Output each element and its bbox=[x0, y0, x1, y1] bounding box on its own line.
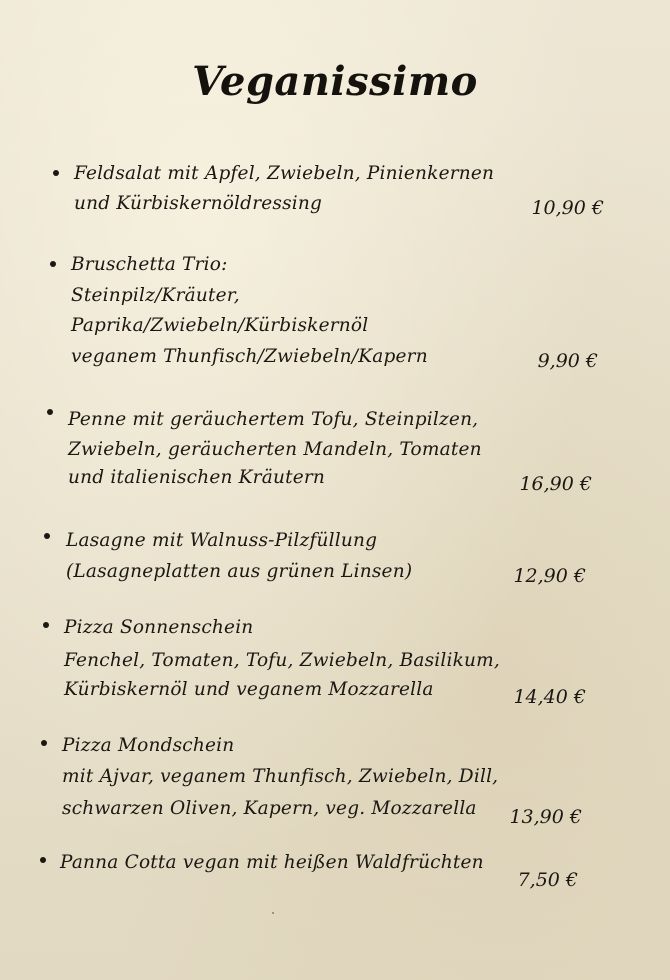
item-line: Zwiebeln, geräucherten Mandeln, Tomaten bbox=[68, 439, 482, 460]
menu-title: Veganissimo bbox=[192, 58, 478, 105]
item-line: Pizza Sonnenschein bbox=[64, 617, 254, 638]
item-line: Fenchel, Tomaten, Tofu, Zwiebeln, Basilikum, bbox=[64, 650, 500, 671]
item-price: 14,40 € bbox=[513, 686, 586, 708]
item-line: Kürbiskernöl und veganem Mozzarella bbox=[64, 679, 434, 700]
item-line: veganem Thunfisch/Zwiebeln/Kapern bbox=[71, 346, 428, 367]
item-line: Pizza Mondschein bbox=[62, 735, 235, 756]
item-line: und Kürbiskernöldressing bbox=[74, 193, 323, 214]
item-line: Bruschetta Trio: bbox=[71, 254, 228, 275]
item-line: schwarzen Oliven, Kapern, veg. Mozzarella bbox=[62, 798, 477, 819]
item-line: Lasagne mit Walnuss-Pilzfüllung bbox=[66, 530, 378, 551]
item-price: 12,90 € bbox=[513, 565, 586, 587]
item-price: 9,90 € bbox=[537, 350, 598, 372]
item-price: 7,50 € bbox=[517, 869, 578, 891]
item-price: 13,90 € bbox=[509, 806, 582, 828]
item-line: und italienischen Kräutern bbox=[68, 467, 326, 488]
item-line: Paprika/Zwiebeln/Kürbiskernöl bbox=[71, 315, 369, 336]
bullet-icon bbox=[41, 740, 47, 746]
bullet-icon bbox=[47, 409, 53, 415]
item-line: Feldsalat mit Apfel, Zwiebeln, Pinienkernen bbox=[74, 163, 495, 184]
item-price: 16,90 € bbox=[519, 473, 592, 495]
bullet-icon bbox=[44, 533, 50, 539]
bullet-icon bbox=[43, 622, 49, 628]
item-line: mit Ajvar, veganem Thunfisch, Zwiebeln, Dill, bbox=[62, 766, 499, 787]
bullet-icon bbox=[40, 857, 46, 863]
item-line: Penne mit geräuchertem Tofu, Steinpilzen, bbox=[68, 409, 479, 430]
bullet-icon bbox=[53, 170, 59, 176]
paper-speck bbox=[272, 912, 274, 914]
item-line: (Lasagneplatten aus grünen Linsen) bbox=[66, 561, 413, 582]
item-price: 10,90 € bbox=[531, 197, 604, 219]
bullet-icon bbox=[50, 261, 56, 267]
item-line: Panna Cotta vegan mit heißen Waldfrüchten bbox=[60, 852, 484, 873]
item-line: Steinpilz/Kräuter, bbox=[71, 285, 240, 306]
